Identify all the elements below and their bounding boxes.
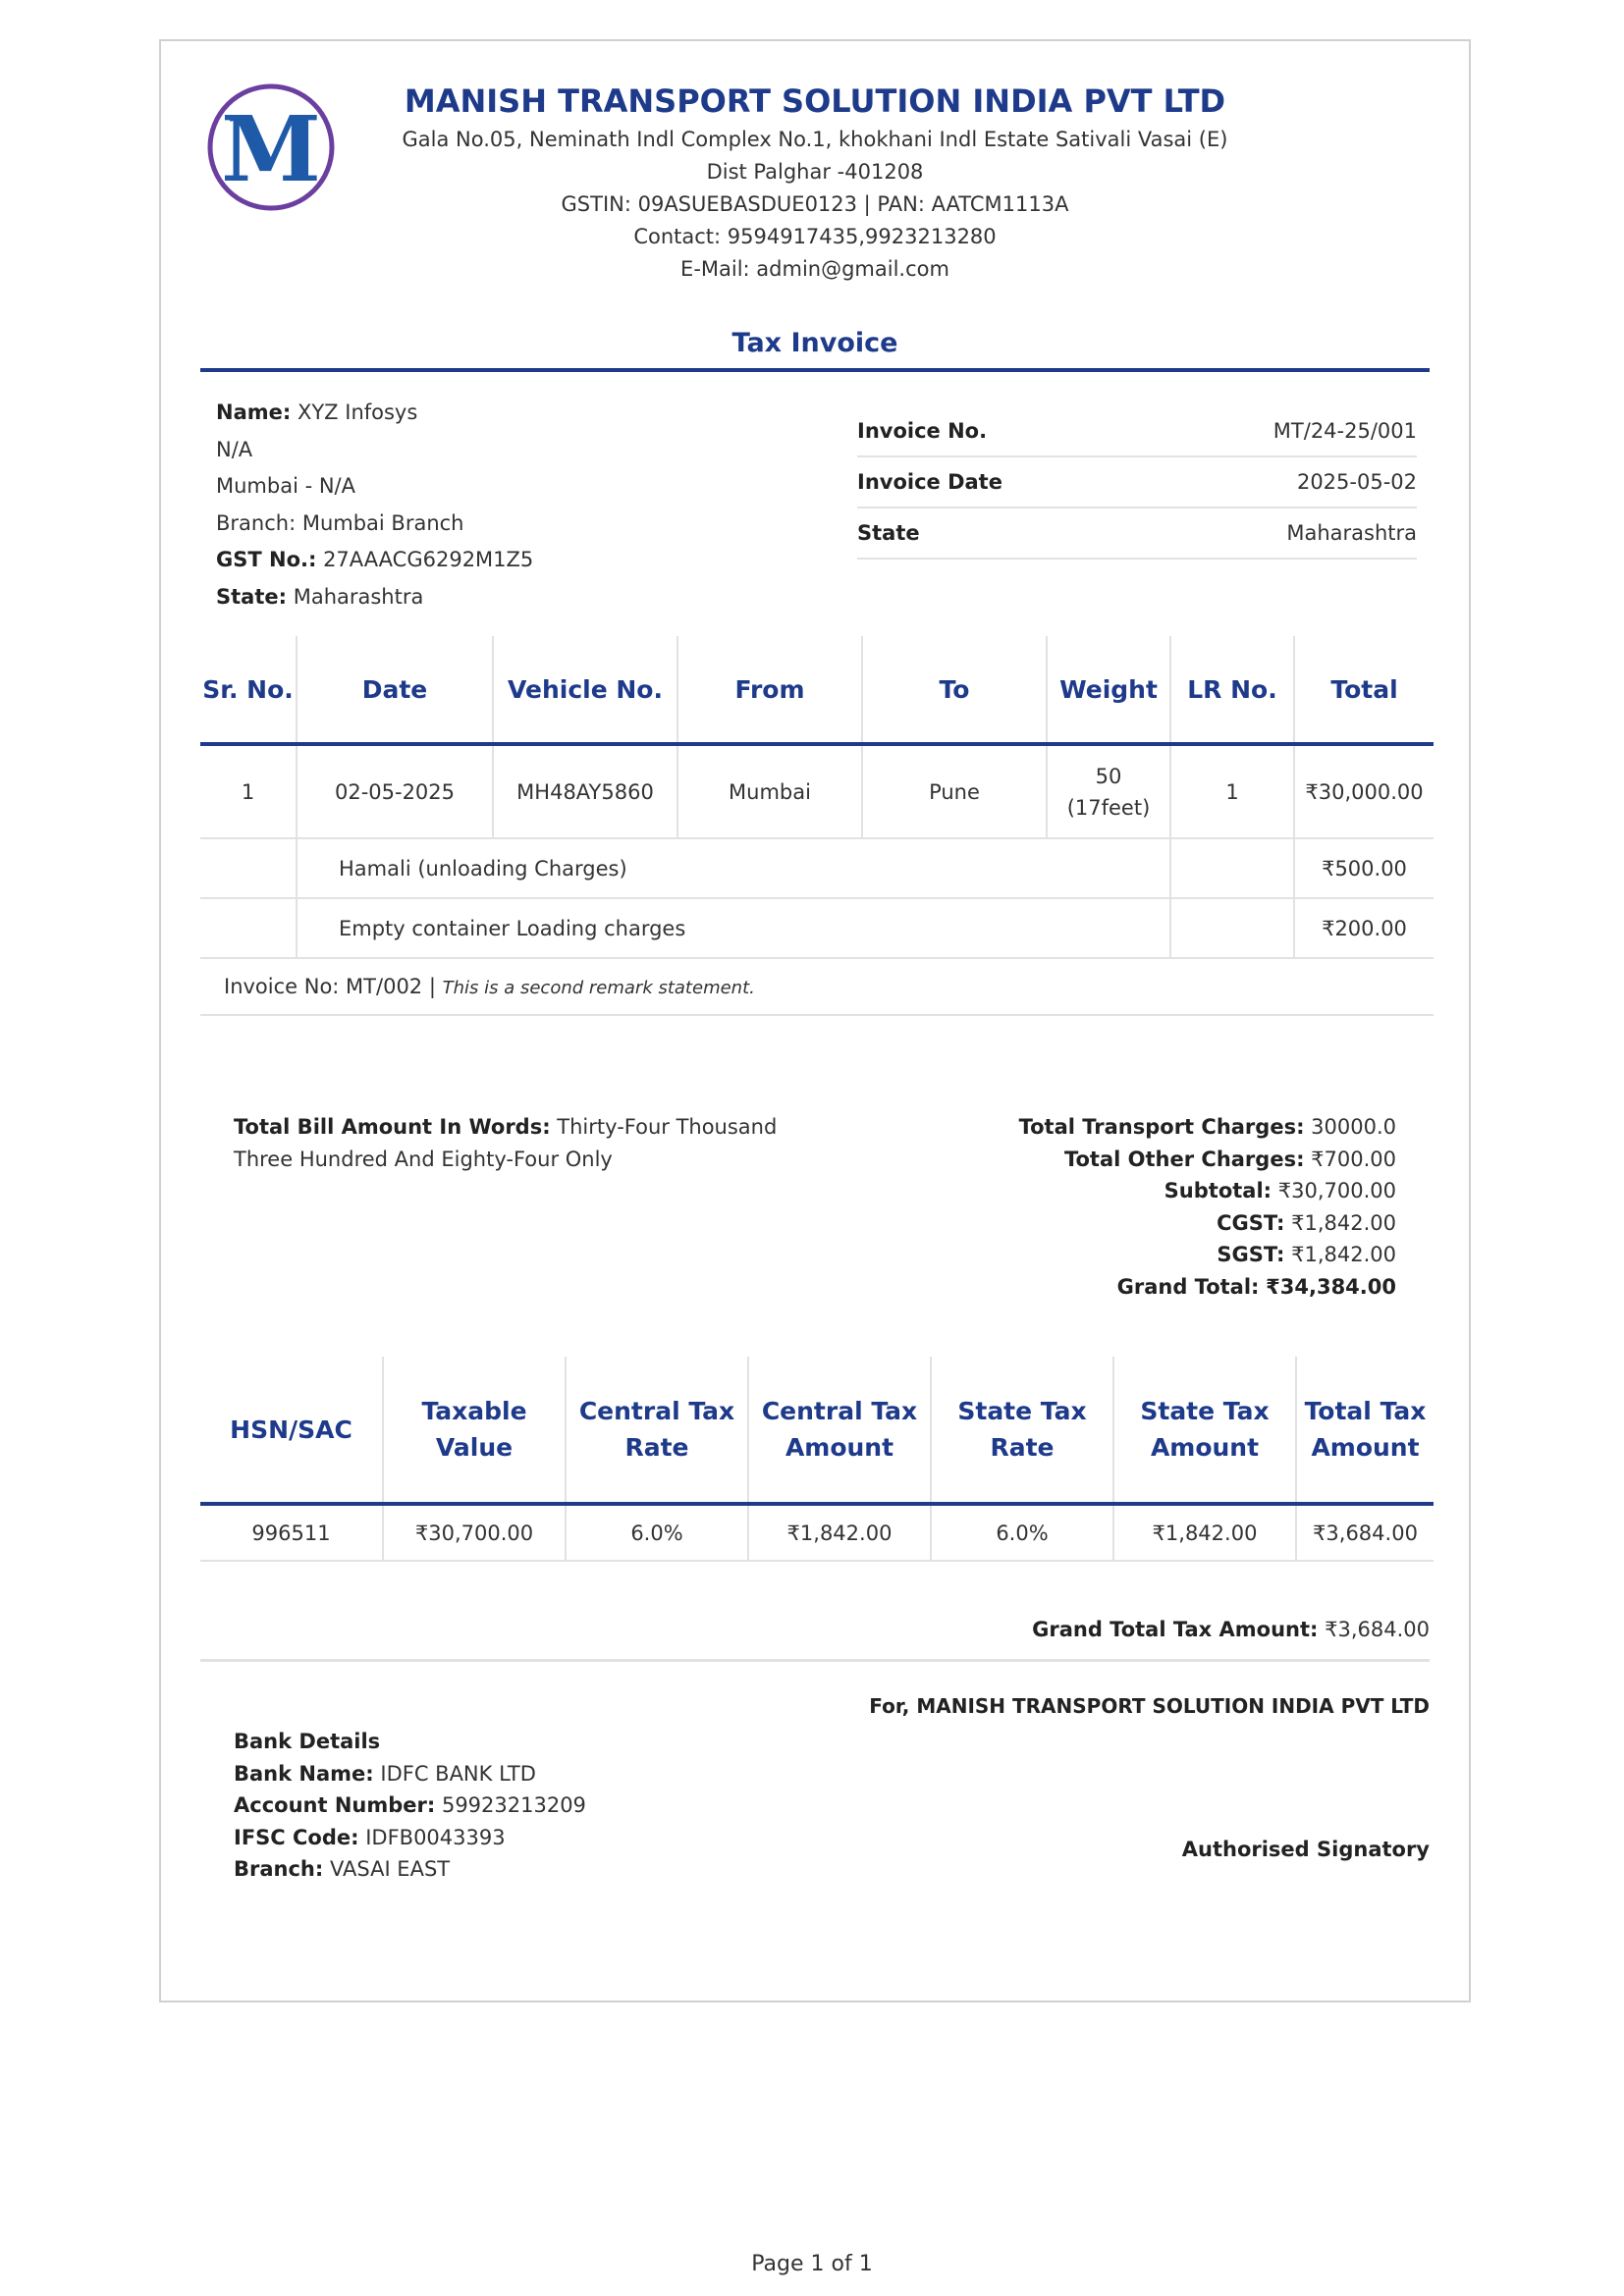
subtotal-line [807, 1175, 1396, 1207]
invoice-state-row [857, 508, 1417, 560]
charge-amount: ₹200.00 [1294, 898, 1434, 958]
sgst-label: SGST: [1217, 1243, 1285, 1266]
company-gstin-pan: GSTIN: 09ASUEBASDUE0123 | PAN: AATCM1113A [561, 192, 1069, 216]
invoice-info [857, 406, 1417, 560]
cgst-line [807, 1207, 1396, 1240]
grand-total-tax [200, 1618, 1430, 1662]
bank-account-label: Account Number: [234, 1793, 436, 1817]
authorised-signatory: Authorised Signatory [1181, 1838, 1430, 1861]
invoice-page [159, 39, 1471, 2002]
customer-name-label: Name: [216, 400, 292, 424]
col-state-tax-amount: State Tax Amount [1113, 1357, 1296, 1504]
customer-line3: Mumbai - N/A [216, 474, 355, 498]
charge-row [200, 898, 1434, 958]
customer-line2: N/A [216, 437, 253, 461]
cell-empty [1170, 898, 1294, 958]
cell-date: 02-05-2025 [297, 744, 493, 838]
col-hsn-sac: HSN/SAC [200, 1357, 383, 1504]
bank-branch: VASAI EAST [329, 1857, 451, 1881]
grand-total-value: ₹34,384.00 [1266, 1274, 1396, 1299]
bank-branch-line [234, 1853, 586, 1886]
bank-name-line [234, 1758, 586, 1790]
company-address-line2: Dist Palghar -401208 [706, 160, 924, 184]
sgst-line [807, 1239, 1396, 1271]
table-row [200, 744, 1434, 838]
charge-amount: ₹500.00 [1294, 838, 1434, 898]
company-contact: Contact: 9594917435,9923213280 [633, 225, 997, 248]
invoice-number-label: Invoice No. [857, 419, 988, 443]
subtotal-value: ₹30,700.00 [1277, 1179, 1396, 1202]
grand-total-tax-label: Grand Total Tax Amount: [1032, 1618, 1319, 1641]
total-other-value: ₹700.00 [1311, 1147, 1396, 1171]
bank-account: 59923213209 [441, 1793, 586, 1817]
cell-to: Pune [862, 744, 1047, 838]
grand-total-tax-value: ₹3,684.00 [1325, 1618, 1430, 1641]
col-total: Total [1294, 636, 1434, 744]
cgst-label: CGST: [1217, 1210, 1285, 1235]
items-table [200, 636, 1434, 1016]
total-other-line [807, 1144, 1396, 1176]
invoice-number-row [857, 406, 1417, 457]
charge-description: Hamali (unloading Charges) [297, 838, 1170, 898]
customer-state-label: State: [216, 584, 288, 609]
cell-lr: 1 [1170, 744, 1294, 838]
cell-hsn: 996511 [200, 1504, 383, 1561]
customer-gst-line [216, 542, 766, 579]
cgst-value: ₹1,842.00 [1291, 1210, 1396, 1235]
tax-header-row [200, 1357, 1434, 1504]
customer-gst: 27AAACG6292M1Z5 [323, 548, 534, 571]
bank-details [234, 1726, 586, 1886]
cell-central-amount: ₹1,842.00 [748, 1504, 931, 1561]
cell-from: Mumbai [677, 744, 862, 838]
total-other-label: Total Other Charges: [1063, 1147, 1305, 1171]
cell-vehicle: MH48AY5860 [493, 744, 677, 838]
customer-state: Maharashtra [293, 584, 424, 609]
invoice-state: Maharashtra [1286, 521, 1417, 545]
words-value: Thirty-Four Thousand Three Hundred And Eighty-Four Only [234, 1115, 778, 1171]
cell-empty [200, 898, 297, 958]
invoice-date: 2025-05-02 [1296, 470, 1417, 494]
logo-letter: M [221, 96, 321, 202]
cell-empty [200, 838, 297, 898]
cell-total: ₹30,000.00 [1294, 744, 1434, 838]
totals-summary [807, 1111, 1396, 1303]
customer-details [216, 395, 766, 615]
company-name: MANISH TRANSPORT SOLUTION INDIA PVT LTD [404, 82, 1226, 120]
bank-name: IDFC BANK LTD [380, 1761, 536, 1786]
customer-state-line [216, 579, 766, 616]
cell-taxable-value: ₹30,700.00 [383, 1504, 566, 1561]
remark-text: This is a second remark statement. [442, 978, 755, 998]
subtotal-label: Subtotal: [1164, 1179, 1272, 1202]
bank-name-label: Bank Name: [234, 1761, 374, 1786]
col-central-tax-rate: Central Tax Rate [566, 1357, 748, 1504]
remark-row [200, 958, 1434, 1015]
cell-state-rate: 6.0% [931, 1504, 1113, 1561]
bank-account-line [234, 1789, 586, 1822]
company-email: E-Mail: admin@gmail.com [680, 257, 949, 281]
col-vehicle-no: Vehicle No. [493, 636, 677, 744]
col-taxable-value: Taxable Value [383, 1357, 566, 1504]
charge-description: Empty container Loading charges [297, 898, 1170, 958]
customer-gst-label: GST No.: [216, 548, 317, 571]
customer-name: XYZ Infosys [297, 400, 418, 424]
table-row [200, 1504, 1434, 1561]
cell-total-tax: ₹3,684.00 [1296, 1504, 1434, 1561]
total-transport-line [807, 1111, 1396, 1144]
weight-unit: (17feet) [1066, 795, 1151, 820]
col-state-tax-rate: State Tax Rate [931, 1357, 1113, 1504]
invoice-number: MT/24-25/001 [1272, 419, 1417, 443]
sgst-value: ₹1,842.00 [1291, 1243, 1396, 1266]
col-sr-no: Sr. No. [200, 636, 297, 744]
grand-total-line [807, 1271, 1396, 1304]
items-header-row [200, 636, 1434, 744]
words-label: Total Bill Amount In Words: [234, 1115, 551, 1139]
col-from: From [677, 636, 862, 744]
total-transport-label: Total Transport Charges: [1018, 1115, 1305, 1139]
weight-value: 50 [1095, 764, 1122, 788]
col-central-tax-amount: Central Tax Amount [748, 1357, 931, 1504]
col-total-tax-amount: Total Tax Amount [1296, 1357, 1434, 1504]
document-title: Tax Invoice [200, 328, 1430, 372]
for-company: For, MANISH TRANSPORT SOLUTION INDIA PVT LTD [869, 1694, 1430, 1718]
charge-row [200, 838, 1434, 898]
page-number: Page 1 of 1 [751, 2252, 873, 2276]
col-to: To [862, 636, 1047, 744]
cell-sr: 1 [200, 744, 297, 838]
bank-ifsc: IDFB0043393 [365, 1825, 506, 1849]
col-weight: Weight [1047, 636, 1170, 744]
invoice-date-label: Invoice Date [857, 470, 1002, 494]
bank-ifsc-label: IFSC Code: [234, 1825, 359, 1849]
total-transport-value: 30000.0 [1311, 1115, 1396, 1139]
company-address-line1: Gala No.05, Neminath Indl Complex No.1, khokhani Indl Estate Sativali Vasai (E) [402, 128, 1228, 151]
tax-table [200, 1357, 1434, 1562]
remark-cell [200, 958, 1434, 1015]
cell-central-rate: 6.0% [566, 1504, 748, 1561]
cell-empty [1170, 838, 1294, 898]
invoice-state-label: State [857, 521, 920, 545]
cell-state-amount: ₹1,842.00 [1113, 1504, 1296, 1561]
col-date: Date [297, 636, 493, 744]
grand-total-label: Grand Total: [1116, 1274, 1260, 1299]
customer-branch: Branch: Mumbai Branch [216, 510, 464, 535]
remark-invoice-no: Invoice No: MT/002 | [224, 975, 436, 998]
invoice-date-row [857, 457, 1417, 508]
col-lr-no: LR No. [1170, 636, 1294, 744]
bank-title: Bank Details [234, 1730, 381, 1753]
bank-ifsc-line [234, 1822, 586, 1854]
customer-name-line [216, 395, 766, 432]
company-header [161, 79, 1469, 286]
cell-weight [1047, 744, 1170, 838]
amount-in-words [234, 1111, 803, 1176]
bank-branch-label: Branch: [234, 1857, 324, 1881]
